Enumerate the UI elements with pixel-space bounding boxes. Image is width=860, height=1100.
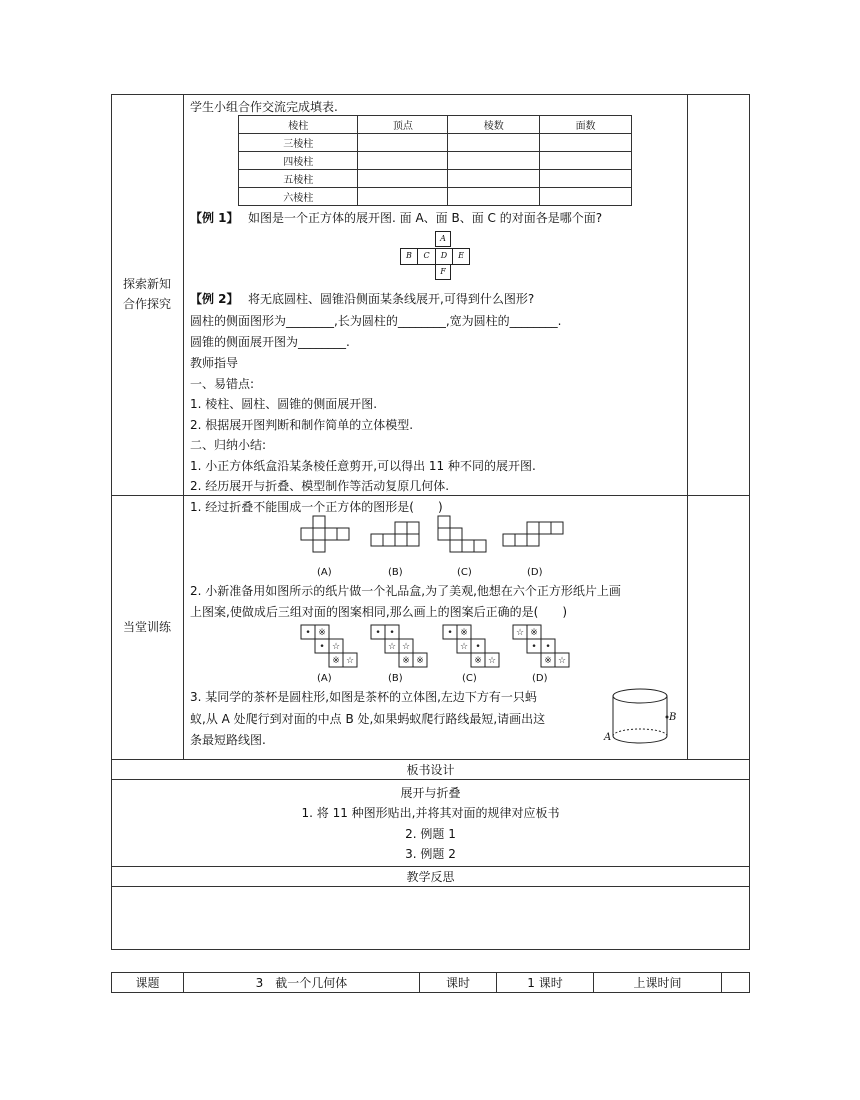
- svg-text:※: ※: [530, 628, 538, 638]
- summary-2: 2. 经历展开与折叠、模型制作等活动复原几何体.: [190, 479, 450, 493]
- example2-text: 将无底圆柱、圆锥沿侧面某条线展开,可得到什么图形?: [248, 292, 535, 306]
- table-cell[interactable]: [540, 188, 632, 206]
- table-header: 棱数: [448, 116, 540, 134]
- svg-text:※: ※: [474, 656, 482, 666]
- q2-option-b: (B): [388, 673, 403, 684]
- table-cell[interactable]: [448, 188, 540, 206]
- q1-option-d: (D): [527, 567, 543, 578]
- q1-option-b: (B): [388, 567, 403, 578]
- table-cell[interactable]: [358, 170, 448, 188]
- net-face: A: [435, 231, 451, 247]
- svg-text:※: ※: [416, 656, 424, 666]
- footer-period-label: 课时: [445, 976, 470, 990]
- svg-text:☆: ☆: [459, 642, 469, 652]
- table-cell[interactable]: [358, 134, 448, 152]
- section1-label-line2: 合作探究: [122, 297, 171, 311]
- table-cell[interactable]: [358, 188, 448, 206]
- q1-option-a: (A): [317, 567, 332, 578]
- summary-1: 1. 小正方体纸盒沿某条棱任意剪开,可以得出 11 种不同的展开图.: [190, 459, 536, 473]
- summary-title: 二、归纳小结:: [190, 438, 267, 452]
- q2-nets-figure: [295, 623, 585, 671]
- q1-option-c: (C): [457, 567, 472, 578]
- board-heading: 展开与折叠: [400, 786, 461, 800]
- svg-text:•: •: [447, 628, 453, 638]
- table-row-label: 四棱柱: [239, 152, 358, 170]
- error-point-1: 1. 棱柱、圆柱、圆锥的侧面展开图.: [190, 397, 378, 411]
- net-face: F: [435, 264, 451, 280]
- q2-option-c: (C): [462, 673, 477, 684]
- svg-text:※: ※: [402, 656, 410, 666]
- svg-text:※: ※: [460, 628, 468, 638]
- table-cell[interactable]: [540, 152, 632, 170]
- error-points-title: 一、易错点:: [190, 377, 255, 391]
- table-header: 顶点: [358, 116, 448, 134]
- footer-topic-label: 课题: [135, 976, 160, 990]
- table-row-label: 六棱柱: [239, 188, 358, 206]
- board-item-3: 3. 例题 2: [405, 847, 456, 861]
- cup-label-b: B: [669, 712, 677, 723]
- svg-text:•: •: [375, 628, 381, 638]
- net-face: E: [452, 248, 470, 265]
- example1-text: 如图是一个正方体的展开图. 面 A、面 B、面 C 的对面各是哪个面?: [248, 211, 603, 225]
- example1-tag: 【例 1】: [190, 211, 239, 225]
- table-cell[interactable]: [358, 152, 448, 170]
- svg-text:•: •: [475, 642, 481, 652]
- footer-topic-value: 3 截一个几何体: [255, 976, 348, 990]
- reflection-title: 教学反思: [406, 870, 455, 884]
- intro-text: 学生小组合作交流完成填表.: [190, 100, 338, 114]
- q2-option-a: (A): [317, 673, 332, 684]
- question-2-line1: 2. 小新准备用如图所示的纸片做一个礼品盒,为了美观,他想在六个正方形纸片上画: [190, 584, 621, 598]
- table-row-label: 五棱柱: [239, 170, 358, 188]
- svg-text:※: ※: [318, 628, 326, 638]
- table-cell[interactable]: [448, 170, 540, 188]
- svg-text:☆: ☆: [345, 656, 355, 666]
- table-row-label: 三棱柱: [239, 134, 358, 152]
- example2-tag: 【例 2】: [190, 292, 239, 306]
- q1-nets-figure: [295, 515, 585, 567]
- svg-text:•: •: [531, 642, 537, 652]
- cylinder-question: 圆柱的侧面图形为________,长为圆柱的________,宽为圆柱的________.: [190, 314, 562, 328]
- svg-text:※: ※: [332, 656, 340, 666]
- table-header: 面数: [540, 116, 632, 134]
- board-item-2: 2. 例题 1: [405, 827, 456, 841]
- teacher-guide: 教师指导: [190, 356, 239, 370]
- svg-text:•: •: [319, 642, 325, 652]
- prism-table: [238, 115, 632, 206]
- svg-text:☆: ☆: [557, 656, 567, 666]
- svg-text:☆: ☆: [487, 656, 497, 666]
- cup-label-a: A: [604, 732, 612, 743]
- board-item-1: 1. 将 11 种图形贴出,并将其对面的规律对应板书: [301, 806, 560, 820]
- question-3-line1: 3. 某同学的茶杯是圆柱形,如图是茶杯的立体图,左边下方有一只蚂: [190, 690, 537, 704]
- question-3-line3: 条最短路线图.: [190, 733, 266, 747]
- board-title: 板书设计: [406, 763, 455, 777]
- section1-label-line1: 探索新知: [122, 277, 171, 291]
- error-point-2: 2. 根据展开图判断和制作简单的立体模型.: [190, 418, 414, 432]
- table-cell[interactable]: [540, 170, 632, 188]
- svg-text:※: ※: [544, 656, 552, 666]
- svg-text:☆: ☆: [401, 642, 411, 652]
- table-cell[interactable]: [448, 134, 540, 152]
- section2-label: 当堂训练: [122, 620, 171, 634]
- table-header: 棱柱: [239, 116, 358, 134]
- footer-period-value: 1 课时: [527, 976, 563, 990]
- footer-time-label: 上课时间: [633, 976, 682, 990]
- question-1: 1. 经过折叠不能围成一个正方体的图形是( ): [190, 500, 443, 514]
- svg-text:•: •: [305, 628, 311, 638]
- net-face: C: [417, 248, 436, 265]
- svg-text:•: •: [389, 628, 395, 638]
- table-cell[interactable]: [448, 152, 540, 170]
- svg-text:☆: ☆: [515, 628, 525, 638]
- question-3-line2: 蚁,从 A 处爬行到对面的中点 B 处,如果蚂蚁爬行路线最短,请画出这: [190, 712, 546, 726]
- cone-question: 圆锥的侧面展开图为________.: [190, 335, 350, 349]
- svg-text:☆: ☆: [387, 642, 397, 652]
- question-2-line2: 上图案,使做成后三组对面的图案相同,那么画上的图案后正确的是( ): [190, 605, 567, 619]
- svg-text:•: •: [545, 642, 551, 652]
- net-face: D: [435, 248, 453, 265]
- svg-text:☆: ☆: [331, 642, 341, 652]
- cylinder-cup-figure: [600, 686, 680, 750]
- net-face: B: [400, 248, 418, 265]
- q2-option-d: (D): [532, 673, 548, 684]
- table-cell[interactable]: [540, 134, 632, 152]
